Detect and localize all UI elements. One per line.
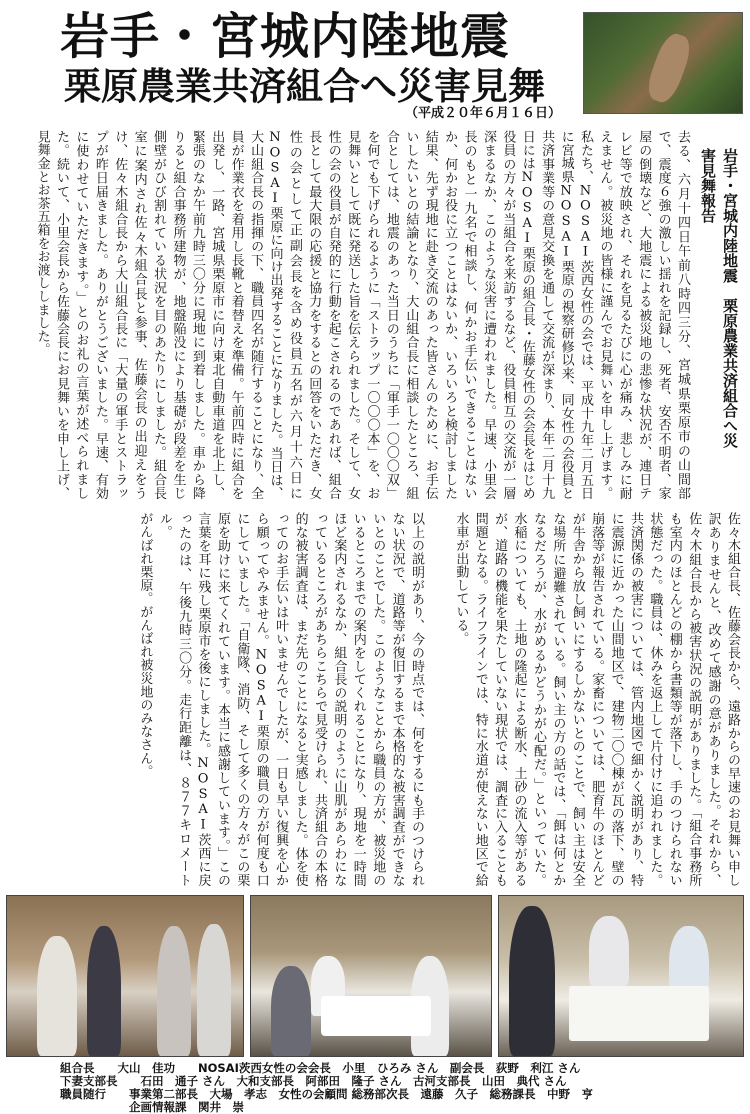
landslide-aerial-photo [583,12,743,114]
caption-line: 下妻支部長 石田 通子 さん 大和支部長 阿部田 隆子 さん 古河支部長 山田 典代 さん [60,1074,567,1088]
caption-line: 組合長 大山 佳功 NOSAI茨西女性の会会長 小里 ひろみ さん 副会長 荻野 利江 さん [60,1061,581,1075]
caption-line: 職員随行 事業第二部長 大場 孝志 女性の会顧問 総務部次長 遠藤 久子 総務課長 中野 亨 [60,1087,593,1101]
article-body-lower-left-text: 以上の説明があり、今の時点では、何をするにも手のつけられない状況で、道路等が復旧するまで本格的な被害調査ができないとのことでした。このようなことから職員の方が、被災地のいるところまでの案内をしてくれることになり、現地を一時間ほど案内されるなか、組合長の説明のように山肌があらわになっているところがあちらこちらで見受けられ、共済組合の本格的な被害調査は、まだ先のことになると実感しました。体を使ってのお手伝いは叶いませんでしたが、一日も早い復興を心から願ってやみません。NOSAI栗原の職員の方が何度も口にしていました。「自衛隊、消防、そして多くの方々がこの栗原を助けに来てくれています。本当に感謝しています。」この言葉を耳に残し栗原市を後にしました。NOSAI茨西に戻ったのは、午後九時三〇分。走行距離は、８７７キロメートル。 [156,512,424,887]
article-body-lower-right: 佐々木組合長、佐藤会長から、遠路からの早速のお見舞い申し訳ありませんと、改めて感謝の意がありました。それから、佐々木組合長から被害状況の説明がありました。「組合事務所も室内のほとんどの棚から書類等が落下し、手のつけられない状態だった。職員は、休みを返上して片付けに追われました。共済関係の被害については、管内地図で細かく説明があり、特に震源に近かった山間地区で、建物二〇〇棟が瓦の落下、壁の崩落等が報告されている。家畜については、肥育牛のほとんどが牛舎から放し飼いにするしかないとのことで、飼い主は安全な場所に避難されている。飼い主の方の話では、「餌は何とかなるだろうが、水がめるかどうかが心配だ。」といっていた。水稲についても、土地の隆起による断水、土砂の流入等があるが、道路の機能を果たしていない現状では、調査に入ることも問題となる。ライフラインでは、特に水道が使えない地区で給水車が出動している。 [453,512,740,887]
photo-meeting-table [250,895,492,1057]
photo-caption [60,1062,740,1114]
closing-cheer: がんばれ栗原。がんばれ被災地のみなさん。 [137,512,153,778]
caption-line: 企画情報課 関井 崇 [60,1100,244,1114]
article-body-upper: 去る、六月十四日午前八時四三分、宮城県栗原市の山間部で、震度６強の激しい揺れを記録し、死者、安否不明者、家屋の倒壊など、大地震による被災地の悲惨な状況が、連日テレビ等で放映され、それを見るたびに心が痛み、悲しみに耐えません。被災地の皆様に謹んでお見舞いを申し上げます。私たち、NOSAI茨西女性の会では、平成十九年二月五日に宮城県NOSAI栗原の視察研修以来、同女性の会役員と共済事業等の意見交換を通して交流が深まり、本年二月十九日にはNOSAI栗原の組合長・佐藤女性の会会長をはじめ役員の方々が当組合を来訪するなど、役員相互の交流が一層深まるなか、このような災害に遭われました。早速、小里会長のもと一九名で相談し、何かお手伝いできることはないか、何かお役に立つことはないか、いろいろと検討しました結果、先ず現地に赴き交流のあった皆さんのために、お手伝いしたいとの結論となり、大山組合長に相談したところ、組合としては、地震のあった当日のうちに「軍手一〇〇〇双」を何でも下げられるように「ストラップ一〇〇〇本」を、お見舞いとして既に発送した旨を伝えられました。そして、女性の会の役員が自発的に行動を起こされるのであれば、組合長として最大限の応援と協力をするとの回答をいただき、女性の会として正副会長を含め役員五名が六月十六日にNOSAI栗原に向け出発することになりました。当日は、大山組合長の指揮の下、職員四名が随行することになり、全員が作業衣を着用し長靴と着替えを準備。午前四時に組合を出発し、一路、宮城県栗原市に向け東北自動車道を北上し、緊張のなか午前九時三〇分に現地に到着しました。車から降りると組合事務所建物が、地盤陥没により基礎が段差を生じ側壁がひび割れている状況を目のあたりにしました。組合長室に案内され佐々木組合長と参事、佐藤会長の出迎えをうけ、佐々木組合長から大山組合長に「大量の軍手とストラップが昨日届きました。ありがとうございました。早速、有効に使わせていただきます。」とのお礼の言葉が述べられました。続いて、小里会長から佐藤会長にお見舞いを申し上げ、見舞金とお茶五箱をお渡ししました。 [34,130,690,500]
photo-map-briefing [498,895,744,1057]
article-heading: 岩手・宮城内陸地震 栗原農業共済組合へ災害見舞報告 [699,148,739,448]
page-subtitle: 栗原農業共済組合へ災害見舞 [64,64,545,108]
page-title: 岩手・宮城内陸地震 [60,7,511,65]
article-body-lower-left [8,512,426,887]
photo-presentation [6,895,244,1057]
event-date: （平成２０年６月１６日） [405,106,562,121]
